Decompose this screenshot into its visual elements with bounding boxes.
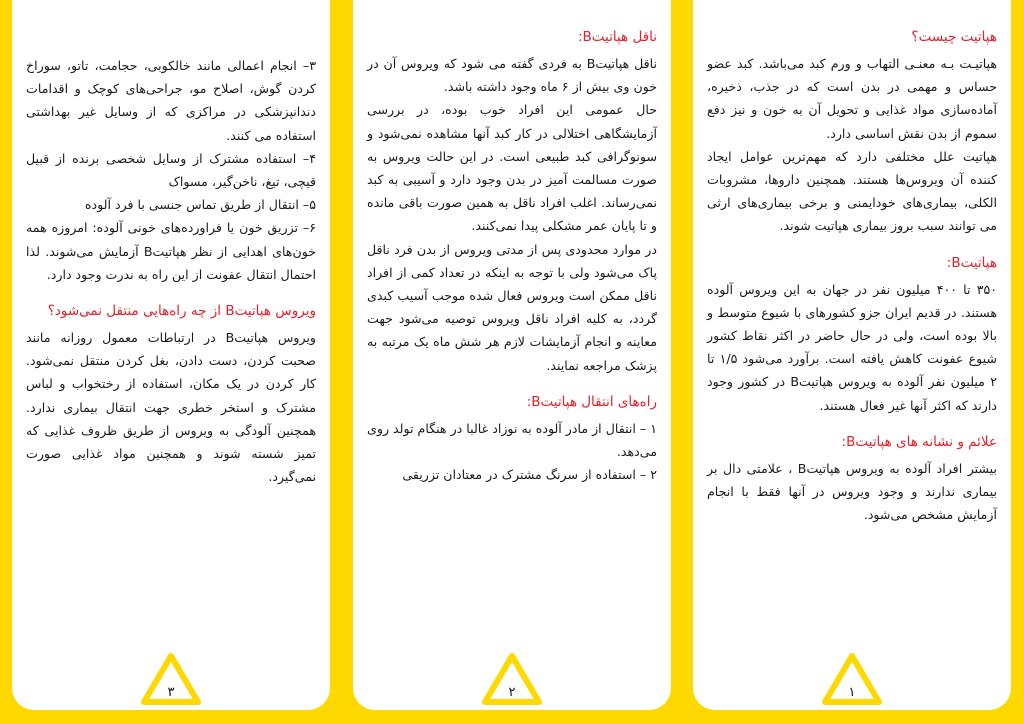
page-number: ۳ <box>167 685 175 700</box>
paragraph-carrier-condition: حال عمومی این افراد خوب بوده، در بررسی آزمایشگاهی اختلالی در کار کبد آنها مشاهده نمی‌شود و سونوگرافی کبد طبیعی است. در این حالت ویروس به صورت مسالمت آمیز در بدن وجود دارد و آسیبی به کبد نمی‌رساند. اغلب افراد ناقل به همین صورت باقی مانده و تا پایان عمر مشکلی پیدا نمی‌کنند. <box>367 102 657 234</box>
page-number: ۱ <box>848 685 856 700</box>
paragraph-not-transmitted: ویروس هپاتیتB در ارتباطات معمول روزانه مانند صحبت کردن، دست دادن، بغل کردن منتقل نمی‌شود. کار کردن در یک مکان، استفاده از رختخواب و لباس مشترک و استخر خطری جهت انتقال بیماری ندارد. همچنین آلودگی به ویروس از طریق ظروف غذایی که تمیز شسته شوند و همچنین مواد غذایی صورت نمی‌گیرد. <box>26 330 316 485</box>
list-item-transmission-3: ۳– انجام اعمالی مانند خالکوبی، حجامت، تاتو، سوراخ کردن گوش، اصلاح مو، جراحی‌های کوچک و اقدامات دندانپزشکی در مراکزی که از وسایل غیر بهداشتی استفاده می کنند. <box>26 58 316 143</box>
paragraph-carrier-definition: ناقل هپاتیتB به فردی گفته می شود که ویروس آن در خون وی بیش از ۶ ماه وجود داشته باشد. <box>367 56 657 95</box>
paragraph-hepatitis-definition: هپاتیـت بـه معنـی التهاب و ورم کبد می‌باشد. کبد عضو حساس و مهمی در بدن است که در جذب، ذخیره، آماده‌سازی مواد غذایی و تحویل آن به خون و نیز دفع سموم از بدن نقش اساسی دارد. <box>707 56 997 141</box>
list-item-transmission-1: ۱ – انتقال از مادر آلوده به نوزاد غالبا در هنگام تولد روی می‌دهد. <box>367 420 657 460</box>
section-heading-transmission: راه‌های انتقال هپاتیتB: <box>526 393 657 410</box>
section-heading-hepatitis-b: هپاتیتB: <box>946 254 997 271</box>
list-item-transmission-5: ۵– انتقال از طریق تماس جنسی با فرد آلوده <box>84 197 316 213</box>
page-number: ۲ <box>508 685 516 700</box>
paragraph-hepatitis-causes: هپاتیت علل مختلفی دارد که مهم‌ترین عوامل ایجاد کننده آن ویروس‌ها هستند. همچنین داروها، مشروبات الکلی، بیماری‌های خودایمنی و برخی بیماری‌های ارثی می توانند سبب بروز بیماری هپاتیت شوند. <box>707 148 997 234</box>
section-heading-not-transmitted: ویروس هپاتیتB از چه راه‌هایی منتقل نمی‌شود؟ <box>47 303 316 320</box>
paragraph-hepatitis-b-prevalence: ۳۵۰ تا ۴۰۰ میلیون نفر در جهان به این ویروس آلوده هستند. در قدیم ایران جزو کشورهای با شیوع متوسط و بالا بوده است، ولی در حال حاضر در اکثر نقاط کشور شیوع عفونت کاهش یافته است. برآورد می‌شود ۱/۵ تا ۲ میلیون نفر آلوده به ویروس هپاتیتB در کشور وجود دارند که اکثر آنها غیر فعال هستند. <box>707 281 997 413</box>
paragraph-carrier-recommendation: در موارد محدودی پس از مدتی ویروس از بدن فرد ناقل پاک می‌شود ولی با توجه به اینکه در تعداد کمی از افراد ناقل ممکن است ویروس فعال شده موجب آسیب کبدی گردد، به کلیه افراد ناقل ویروس توصیه می‌شود جهت معاینه و انجام آزمایشات لازم هر شش ماه یک مرتبه به پزشک مراجعه نمایند. <box>367 241 657 373</box>
paragraph-symptoms: بیشتر افراد آلوده به ویروس هپاتیتB ، علامتی دال بر بیماری ندارند و وجود ویروس در آنها فقط با انجام آزمایش مشخص می‌شود. <box>707 460 997 523</box>
section-heading-symptoms: علائم و نشانه های هپاتیتB: <box>841 433 997 450</box>
section-heading-what-is-hepatitis: هپاتیت چیست؟ <box>911 29 997 45</box>
page-panel-2 <box>353 0 671 710</box>
list-item-transmission-4: ۴– استفاده مشترک از وسایل شخصی برنده از قبیل قیچی، تیغ، ناخن‌گیر، مسواک <box>26 150 316 190</box>
list-item-transmission-6: ۶– تزریق خون یا فراورده‌های خونی آلوده: امروزه همه خون‌های اهدایی از نظر هپاتیتB آزمایش می‌شوند. لذا احتمال انتقال عفونت از این راه به ندرت وجود دارد. <box>26 220 316 282</box>
page-panel-1 <box>693 0 1011 710</box>
page-panel-3 <box>12 0 330 710</box>
section-heading-carrier: ناقل هپاتیتB: <box>577 29 657 45</box>
list-item-transmission-2: ۲ – استفاده از سرنگ مشترک در معتادان تزریقی <box>402 467 657 483</box>
